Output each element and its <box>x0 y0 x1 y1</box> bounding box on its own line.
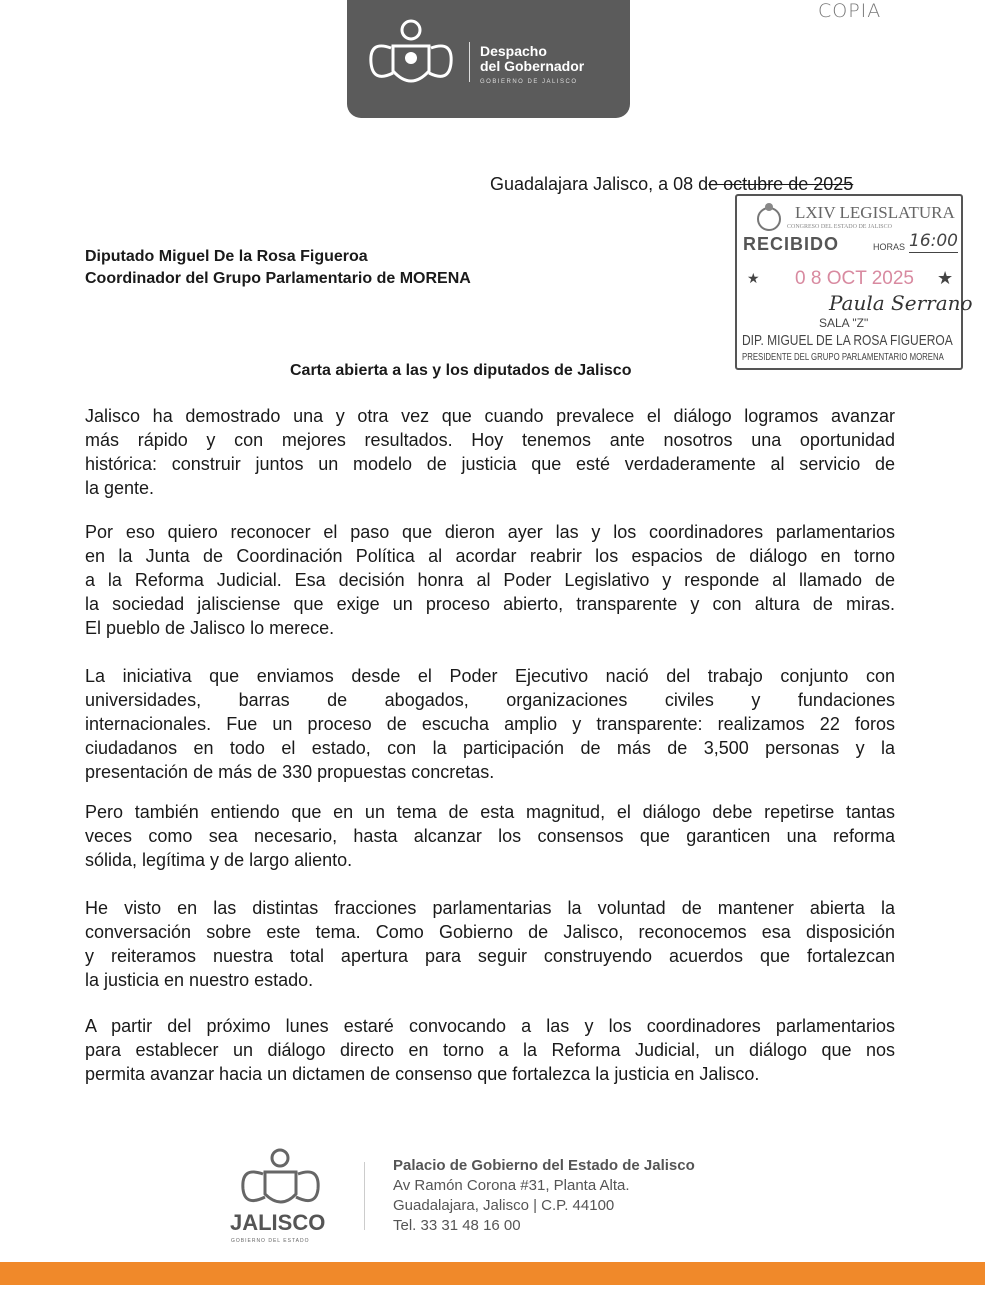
signature: Paula Serrano <box>829 291 973 315</box>
footer-accent-bar <box>0 1262 985 1285</box>
footer-org: Palacio de Gobierno del Estado de Jalisco <box>393 1157 695 1174</box>
paragraph-line: universidades, barras de abogados, organizaciones civiles y fundaciones <box>85 690 895 710</box>
body-paragraph <box>85 1014 895 1086</box>
paragraph-line: permita avanzar hacia un dictamen de consenso que fortalezca la justicia en Jalisco. <box>85 1064 760 1084</box>
stamp-hours-label: HORAS <box>873 242 906 252</box>
body-paragraph <box>85 664 895 784</box>
header-banner <box>347 0 630 118</box>
star-icon: ★ <box>747 272 760 287</box>
received-stamp <box>735 194 973 370</box>
paragraph-line: la gente. <box>85 478 155 498</box>
divider <box>364 1162 365 1230</box>
paragraph-line: La iniciativa que enviamos desde el Poder Ejecutivo nació del trabajo conjunto con <box>85 666 895 686</box>
paragraph-line: a la Reforma Judicial. Esa decisión honra al Poder Legislativo y responde al llamado de <box>85 570 895 590</box>
letter-date <box>490 174 853 194</box>
paragraph-line: histórica: construir juntos un modelo de justicia que esté verdaderamente al servicio de <box>85 454 895 474</box>
stamp-date: 0 8 OCT 2025 <box>795 268 915 289</box>
body-paragraph <box>85 404 895 500</box>
paragraph-line: A partir del próximo lunes estaré convocando a las y los coordinadores parlamentarios <box>85 1016 895 1036</box>
stamp-congress: CONGRESO DEL ESTADO DE JALISCO <box>787 224 892 230</box>
stamp-deputy: DIP. MIGUEL DE LA ROSA FIGUEROA <box>742 332 953 349</box>
date-prefix: Guadalajara Jalisco, a 08 d <box>490 174 709 194</box>
recipient-role: Coordinador del Grupo Parlamentario de MORENA <box>85 270 471 287</box>
recipient <box>85 246 471 290</box>
star-icon: ★ <box>937 268 954 288</box>
recipient-name: Diputado Miguel De la Rosa Figueroa <box>85 248 368 265</box>
body-paragraph <box>85 520 895 640</box>
paragraph-line: y reiteramos nuestra total apertura para seguir construyendo acuerdos que fortalezcan <box>85 946 895 966</box>
header-title-line-1: Despacho <box>480 43 547 59</box>
paragraph-line: para establecer un diálogo directo en torno a la Reforma Judicial, un diálogo que nos <box>85 1040 895 1060</box>
body-paragraph <box>85 896 895 992</box>
coat-of-arms-icon <box>228 1146 333 1210</box>
footer-address-2: Guadalajara, Jalisco | C.P. 44100 <box>393 1197 615 1214</box>
paragraph-line: Pero también entiendo que en un tema de esta magnitud, el diálogo debe repetirse tantas <box>85 802 895 822</box>
paragraph-line: internacionales. Fue un proceso de escucha amplio y transparente: realizamos 22 foros <box>85 714 895 734</box>
date-struck: e octubre de 2025 <box>708 174 854 194</box>
footer-address-1: Av Ramón Corona #31, Planta Alta. <box>393 1177 630 1194</box>
footer-logo <box>228 1146 333 1244</box>
header-title-line-2: del Gobernador <box>480 58 585 74</box>
paragraph-line: en la Junta de Coordinación Política al acordar reabrir los espacios de diálogo en torno <box>85 546 895 566</box>
paragraph-line: El pueblo de Jalisco lo merece. <box>85 618 335 638</box>
stamp-received: RECIBIDO <box>743 234 840 254</box>
header-subtitle: GOBIERNO DE JALISCO <box>480 79 578 85</box>
paragraph-line: la sociedad jalisciense que exige un proceso abierto, transparente y con altura de miras. <box>85 594 895 614</box>
divider <box>469 42 470 82</box>
footer-phone: Tel. 33 31 48 16 00 <box>393 1217 521 1234</box>
body-paragraph <box>85 800 895 872</box>
footer-address <box>393 1156 695 1236</box>
stamp-position: PRESIDENTE DEL GRUPO PARLAMENTARIO MORENA <box>742 352 944 363</box>
coat-of-arms-icon <box>361 8 461 98</box>
header-title <box>480 44 584 74</box>
paragraph-line: la justicia en nuestro estado. <box>85 970 314 990</box>
stamp-hours: 16:00 <box>909 231 958 251</box>
stamp-room: SALA "Z" <box>819 316 869 330</box>
paragraph-line: conversación sobre este tema. Como Gobierno de Jalisco, reconocemos esa disposición <box>85 922 895 942</box>
letter-title: Carta abierta a las y los diputados de Jalisco <box>290 362 632 379</box>
seal-icon <box>755 202 783 232</box>
paragraph-line: ciudadanos en todo el estado, con la participación de más de 3,500 personas y la <box>85 738 895 758</box>
footer-logo-text: JALISCO <box>230 1210 326 1235</box>
paragraph-line: Por eso quiero reconocer el paso que dieron ayer las y los coordinadores parlamentarios <box>85 522 895 542</box>
paragraph-line: Jalisco ha demostrado una y otra vez que cuando prevalece el diálogo logramos avanzar <box>85 406 895 426</box>
paragraph-line: He visto en las distintas fracciones parlamentarias la voluntad de mantener abierta la <box>85 898 895 918</box>
paragraph-line: sólida, legítima y de largo aliento. <box>85 850 353 870</box>
paragraph-line: veces como sea necesario, hasta alcanzar los consensos que garanticen una reforma <box>85 826 895 846</box>
footer-logo-subtitle: GOBIERNO DEL ESTADO <box>231 1238 310 1244</box>
paragraph-line: presentación de más de 330 propuestas concretas. <box>85 762 495 782</box>
paragraph-line: más rápido y con mejores resultados. Hoy tenemos ante nosotros una oportunidad <box>85 430 895 450</box>
copy-annotation: COPIA <box>818 0 882 22</box>
stamp-legislature: LXIV LEGISLATURA <box>795 203 955 222</box>
